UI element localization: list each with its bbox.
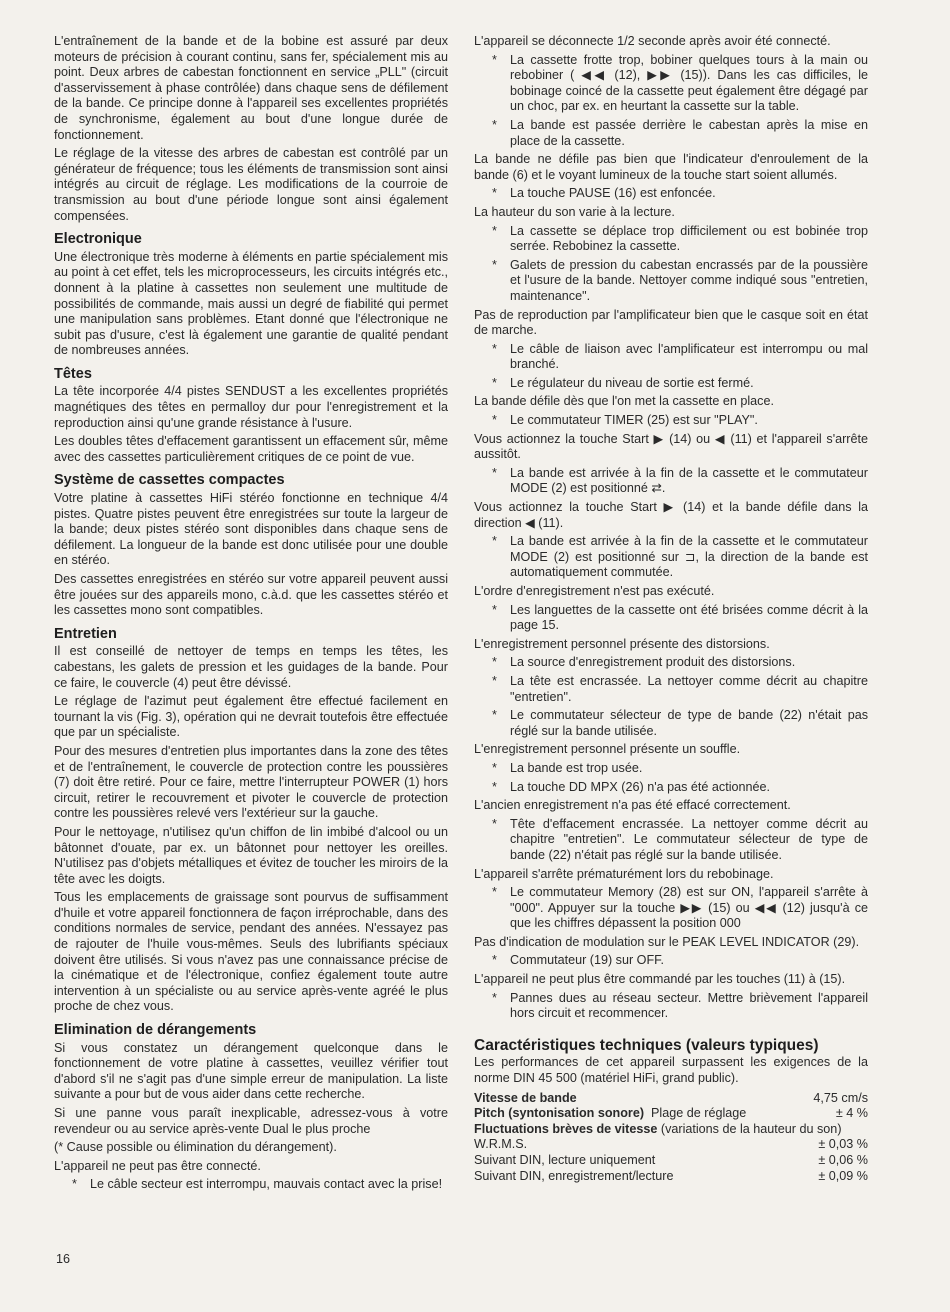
spec-row-din-lecture bbox=[474, 1153, 868, 1169]
remedy-item: * Les languettes de la cassette ont été brisées comme décrit à la page 15. bbox=[474, 603, 868, 634]
spec-label: Fluctuations brèves de vitesse bbox=[474, 1121, 658, 1136]
spec-value: ± 4 % bbox=[835, 1106, 868, 1121]
symptom: L'ordre d'enregistrement n'est pas exécuté. bbox=[474, 584, 715, 598]
paragraph: Pour le nettoyage, n'utilisez qu'un chiffon de lin imbibé d'alcool ou un bâtonnet d'ouate, par ex. un bâtonnet pour nettoyer les oreilles. N'utilisez pas d'objets métalliques et évitez de toucher les miroirs de la tête avec les doigts. bbox=[54, 824, 448, 886]
remedy-item: * La bande est passée derrière le cabestan après la mise en place de la cassette. bbox=[474, 118, 868, 149]
spec-label: W.R.M.S. bbox=[474, 1137, 528, 1152]
remedy-item: * Le régulateur du niveau de sortie est fermé. bbox=[474, 376, 868, 392]
spec-label: Pitch (syntonisation sonore) bbox=[474, 1106, 645, 1121]
paragraph: Le réglage de l'azimut peut également être effectué facilement en tournant la vis (Fig. 3), opération qui ne devrait toutefois être effectuée que par un spécialiste. bbox=[54, 694, 448, 740]
remedy-item: * Tête d'effacement encrassée. La nettoyer comme décrit au chapitre "entretien". Le commutateur sélecteur de type de bande (22) n'était pas réglé sur la bande utilisée. bbox=[474, 817, 868, 864]
spec-row-wrms bbox=[474, 1137, 868, 1153]
spec-row-pitch bbox=[474, 1106, 868, 1122]
spec-value: ± 0,09 % bbox=[818, 1168, 868, 1183]
remedy-item: * La bande est arrivée à la fin de la cassette et le commutateur MODE (2) est positionné ⇄. bbox=[474, 466, 868, 497]
symptom: L'ancien enregistrement n'a pas été effacé correctement. bbox=[474, 798, 791, 813]
symptom: Pas de reproduction par l'amplificateur bien que le casque soit en état de marche. bbox=[474, 307, 868, 338]
remedy-item: * La source d'enregistrement produit des distorsions. bbox=[474, 655, 868, 671]
remedy-item: * La cassette se déplace trop difficilement ou est bobinée trop serrée. Rebobinez la cassette. bbox=[474, 224, 868, 255]
remedy-item: * Galets de pression du cabestan encrassés par de la poussière et l'usure de la bande. Nettoyer comme indiqué sous "entretien, maintenance". bbox=[474, 258, 868, 305]
spec-row-din-enregistrement bbox=[474, 1169, 868, 1185]
paragraph: Si vous constatez un dérangement quelconque dans le fonctionnement de votre platine à cassettes, veuillez vérifier tout d'abord s'il ne s'agit pas d'une simple erreur de manipulation. La liste suivante a pour but de vous aider dans cette recherche. bbox=[54, 1040, 448, 1102]
symptom: L'appareil ne peut plus être commandé par les touches (11) à (15). bbox=[474, 972, 846, 987]
remedy-item: * La touche DD MPX (26) n'a pas été actionnée. bbox=[474, 780, 868, 796]
symptom: L'enregistrement personnel présente un souffle. bbox=[474, 742, 741, 757]
spec-sublabel: Plage de réglage bbox=[651, 1106, 747, 1121]
symptom: L'appareil se déconnecte 1/2 seconde après avoir été connecté. bbox=[474, 34, 831, 48]
section-heading-elimination: Elimination de dérangements bbox=[54, 1022, 257, 1039]
paragraph: L'entraînement de la bande et de la bobine est assuré par deux moteurs de précision à courant continu, sans fer, spécialement mis au point. Deux arbres de cabestan fonctionnent en service „PLL" (circuit d'asservissement à phase contrôlée) dans chaque sens de défilement de la bande. Ce principe donne à l'appareil ses excellentes propriétés de synchronisme, également au bout d'une longue durée de fonctionnement. bbox=[54, 34, 448, 142]
spec-table bbox=[474, 1091, 868, 1185]
remedy-item: * Le commutateur sélecteur de type de bande (22) n'était pas réglé sur la bande utilisée. bbox=[474, 708, 868, 739]
section-heading-tetes: Têtes bbox=[54, 365, 92, 382]
remedy-item: * Le câble secteur est interrompu, mauvais contact avec la prise! bbox=[54, 1177, 448, 1193]
remedy-item: * La touche PAUSE (16) est enfoncée. bbox=[474, 186, 868, 202]
spec-value: 4,75 cm/s bbox=[813, 1090, 868, 1105]
remedy-item: * La bande est trop usée. bbox=[474, 761, 868, 777]
paragraph: La tête incorporée 4/4 pistes SENDUST a les excellentes propriétés magnétiques des têtes en permalloy dur pour l'enregistrement et la reproduction ainsi qu'une grande résistance à l'usure. bbox=[54, 384, 448, 430]
remedy-item: * La tête est encrassée. La nettoyer comme décrit au chapitre "entretien". bbox=[474, 674, 868, 705]
paragraph: Des cassettes enregistrées en stéréo sur votre appareil peuvent aussi être jouées sur des appareils mono, c.à.d. que les cassettes stéréo et les cassettes mono sont compatibles. bbox=[54, 572, 448, 618]
paragraph: Si une panne vous paraît inexplicable, adressez-vous à votre revendeur ou au service après-vente Dual le plus proche bbox=[54, 1106, 448, 1136]
paragraph: Les performances de cet appareil surpassent les exigences de la norme DIN 45 500 (matériel HiFi, grand public). bbox=[474, 1055, 868, 1086]
remedy-item: * La cassette frotte trop, bobiner quelques tours à la main ou rebobiner ( ◀◀ (12), ▶▶ (15)). Dans les cas difficiles, le bobinage coincé de la cassette peut également être dégagé par un choc, par ex. en heurtant la cassette sur la table. bbox=[474, 53, 868, 115]
remedy-item: * Le commutateur TIMER (25) est sur "PLAY". bbox=[474, 413, 868, 429]
spec-label: Suivant DIN, lecture uniquement bbox=[474, 1153, 656, 1167]
symptom: La bande ne défile pas bien que l'indicateur d'enroulement de la bande (6) et le voyant lumineux de la touche start soient allumés. bbox=[474, 152, 868, 182]
paragraph: Votre platine à cassettes HiFi stéréo fonctionne en technique 4/4 pistes. Quatre pistes peuvent être enregistrées sur toute la largeur de la bande; deux pistes stéréo sont disponibles dans chaque sens de défilement. La longueur de la bande est donc utilisée pour une double en stéréo. bbox=[54, 491, 448, 568]
spec-label: Vitesse de bande bbox=[474, 1090, 577, 1105]
symptom: La bande défile dès que l'on met la cassette en place. bbox=[474, 394, 774, 409]
section-heading-caracteristiques: Caractéristiques techniques (valeurs typiques) bbox=[474, 1036, 819, 1054]
spec-row-fluctuations bbox=[474, 1122, 868, 1138]
paragraph: Pour des mesures d'entretien plus importantes dans la zone des têtes et de l'entraînement, le couvercle de protection contre les poussières (7) doit être retiré. Pour ce faire, mettre l'interrupteur POWER (1) hors circuit, retirer le recouvrement et pivoter le couvercle de protection contre les poussières relevé vers l'extérieur sur la gauche. bbox=[54, 743, 448, 821]
section-heading-systeme: Système de cassettes compactes bbox=[54, 472, 285, 489]
left-column bbox=[54, 34, 448, 1196]
remedy-item: * Le commutateur Memory (28) est sur ON, l'appareil s'arrête à "000". Appuyer sur la touche ▶▶ (15) ou ◀◀ (12) jusqu'à ce que les chiffres dépassent la position 000 bbox=[474, 885, 868, 932]
spec-sublabel: (variations de la hauteur du son) bbox=[660, 1121, 842, 1136]
paragraph: (* Cause possible ou élimination du dérangement). bbox=[54, 1140, 337, 1155]
remedy-item: * Pannes dues au réseau secteur. Mettre brièvement l'appareil hors circuit et recommencer. bbox=[474, 991, 868, 1022]
remedy-item: * Le câble de liaison avec l'amplificateur est interrompu ou mal branché. bbox=[474, 342, 868, 373]
spec-label: Suivant DIN, enregistrement/lecture bbox=[474, 1168, 674, 1183]
section-heading-entretien: Entretien bbox=[54, 625, 117, 642]
spec-value: ± 0,03 % bbox=[818, 1137, 868, 1152]
paragraph: Tous les emplacements de graissage sont pourvus de suffisamment d'huile et votre appareil fonctionnera de façon irréprochable, dans des conditions normales de service, pendant des années. N'essayez pas de rajouter de l'huile vous-mêmes. Seuls des lubrifiants spéciaux doivent être utilisés. Si vous n'avez pas une connaissance précise de la cinématique et de l'électronique, confiez également toute autre intervention à un spécialiste ou au service après-vente agréé le plus proche de chez vous. bbox=[54, 890, 448, 1014]
spec-row-vitesse bbox=[474, 1091, 868, 1107]
symptom: L'appareil ne peut pas être connecté. bbox=[54, 1158, 261, 1173]
paragraph: Une électronique très moderne à éléments en partie spécialement mis au point à cet effet, tels les microprocesseurs, les circuits intégrés etc., donnent à la platine à cassettes non seulement une multitude de possibilités de commande, mais aussi un degré de fiabilité qui permet une manipulation sans problèmes. Etant donné que l'électronique ne subit pas d'usure, c'est là également une garantie de qualité pendant de nombreuses années. bbox=[54, 249, 448, 358]
paragraph: Il est conseillé de nettoyer de temps en temps les têtes, les cabestans, les galets de pression et les guidages de la bande. Pour ce faire, le couvercle (4) peut être dévissé. bbox=[54, 644, 448, 690]
page-number: 16 bbox=[56, 1252, 71, 1266]
symptom: La hauteur du son varie à la lecture. bbox=[474, 204, 675, 219]
paragraph: Les doubles têtes d'effacement garantissent un effacement sûr, même avec des cassettes particulièrement critiques de ce point de vue. bbox=[54, 434, 448, 464]
section-heading-electronique: Electronique bbox=[54, 231, 142, 248]
paragraph: Le réglage de la vitesse des arbres de cabestan est contrôlé par un générateur de fréquence; tous les éléments de transmission sont ainsi intégrés au circuit de réglage. Les modifications de la courroie de transmission au bout d'une période longue sont ainsi également compensées. bbox=[54, 146, 448, 223]
right-column bbox=[474, 34, 868, 1184]
symptom: L'enregistrement personnel présente des distorsions. bbox=[474, 636, 770, 651]
symptom: Pas d'indication de modulation sur le PEAK LEVEL INDICATOR (29). bbox=[474, 934, 860, 949]
spec-value: ± 0,06 % bbox=[818, 1153, 868, 1167]
symptom: Vous actionnez la touche Start ▶ (14) et la bande défile dans la direction ◀ (11). bbox=[474, 500, 868, 530]
remedy-item: * Commutateur (19) sur OFF. bbox=[474, 953, 868, 969]
symptom: L'appareil s'arrête prématurément lors du rebobinage. bbox=[474, 866, 774, 881]
remedy-item: * La bande est arrivée à la fin de la cassette et le commutateur MODE (2) est positionné sur ⊐, la direction de la bande est automatiquement commutée. bbox=[474, 534, 868, 581]
symptom: Vous actionnez la touche Start ▶ (14) ou ◀ (11) et l'appareil s'arrête aussitôt. bbox=[474, 431, 868, 462]
